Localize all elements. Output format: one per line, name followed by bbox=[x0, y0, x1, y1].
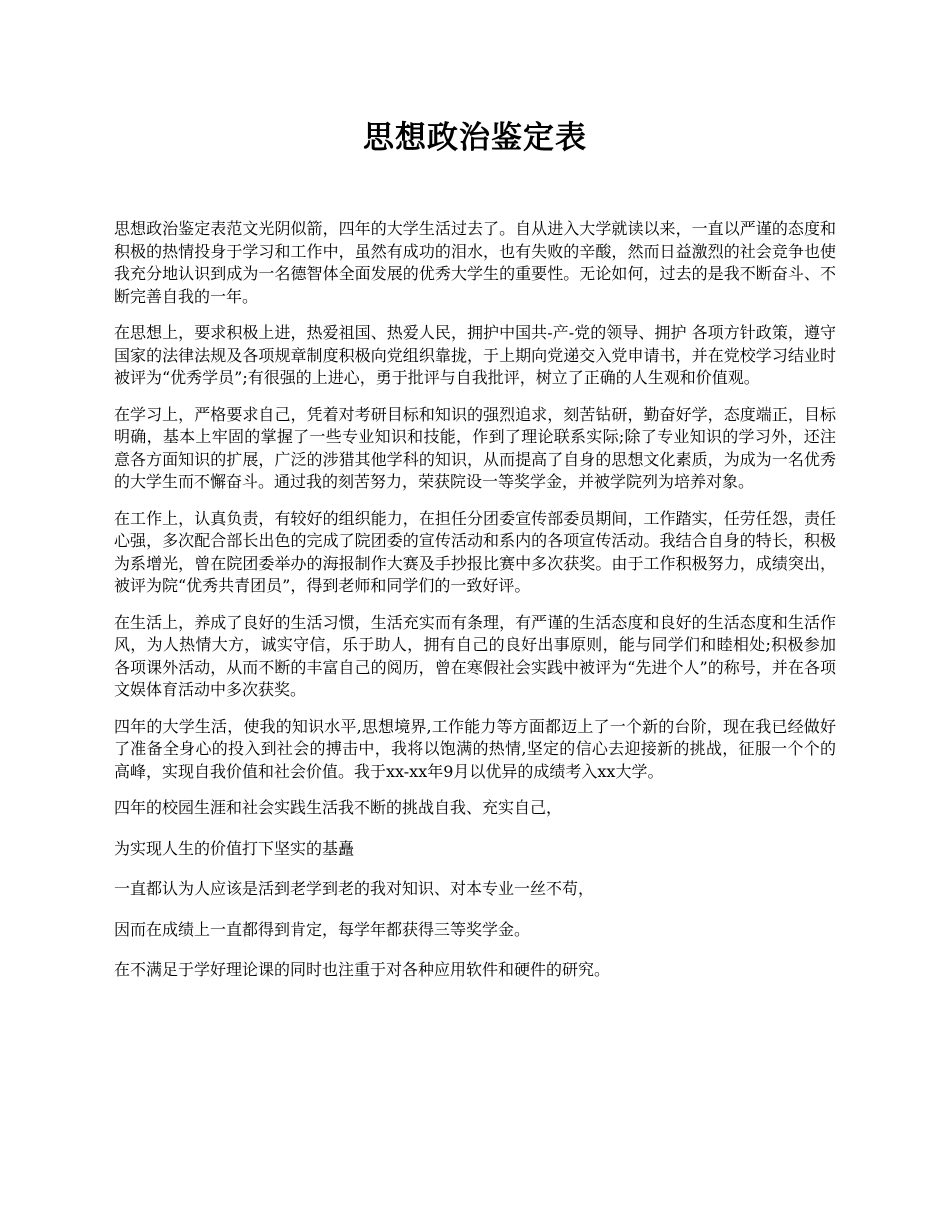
document-title: 思想政治鉴定表 bbox=[363, 120, 587, 156]
document-body bbox=[114, 218, 836, 982]
paragraph-study: 在学习上，严格要求自己，凭着对考研目标和知识的强烈追求，刻苦钻研，勤奋好学，态度端正，目标明确，基本上牢固的掌握了一些专业知识和技能，作到了理论联系实际;除了专业知识的学习外，还注意各方面知识的扩展，广泛的涉猎其他学科的知识，从而提高了自身的思想文化素质，为成为一名优秀的大学生而不懈奋斗。通过我的刻苦努力，荣获院设一等奖学金，并被学院列为培养对象。 bbox=[114, 404, 836, 491]
paragraph-line: 一直都认为人应该是活到老学到老的我对知识、对本专业一丝不苟， bbox=[114, 879, 595, 898]
paragraph-ideology: 在思想上，要求积极上进，热爱祖国、热爱人民，拥护中国共-产-党的领导、拥护 各项方针政策，遵守国家的法律法规及各项规章制度积极向党组织靠拢，于上期向党递交入党申请书，并在党校学习结业时被评为“优秀学员”;有很强的上进心，勇于批评与自我批评，树立了正确的人生观和价值观。 bbox=[114, 323, 836, 387]
paragraph-intro: 思想政治鉴定表范文光阴似箭，四年的大学生活过去了。自从进入大学就读以来，一直以严谨的态度和积极的热情投身于学习和工作中，虽然有成功的泪水，也有失败的辛酸，然而日益激烈的社会竞争也使我充分地认识到成为一名德智体全面发展的优秀大学生的重要性。无论如何，过去的是我不断奋斗、不断完善自我的一年。 bbox=[114, 219, 836, 306]
paragraph-life: 在生活上，养成了良好的生活习惯，生活充实而有条理，有严谨的生活态度和良好的生活态度和生活作风，为人热情大方，诚实守信，乐于助人，拥有自己的良好出事原则，能与同学们和睦相处;积极参加各项课外活动，从而不断的丰富自己的阅历，曾在寒假社会实践中被评为“先进个人”的称号，并在各项文娱体育活动中多次获奖。 bbox=[114, 612, 836, 699]
paragraph-work: 在工作上，认真负责，有较好的组织能力，在担任分团委宣传部委员期间，工作踏实，任劳任怨，责任心强，多次配合部长出色的完成了院团委的宣传活动和系内的各项宣传活动。我结合自身的特长，积极为系增光，曾在院团委举办的海报制作大赛及手抄报比赛中多次获奖。由于工作积极努力，成绩突出，被评为院“优秀共青团员”，得到老师和同学们的一致好评。 bbox=[114, 508, 836, 595]
paragraph-summary: 四年的大学生活，使我的知识水平,思想境界,工作能力等方面都迈上了一个新的台阶，现在我已经做好了准备全身心的投入到社会的搏击中，我将以饱满的热情,坚定的信心去迎接新的挑战，征服一个个的高峰，实现自我价值和社会价值。我于xx-xx年9月以优异的成绩考入xx大学。 bbox=[114, 716, 836, 781]
paragraph-line: 因而在成绩上一直都得到肯定，每学年都获得三等奖学金。 bbox=[114, 919, 531, 939]
paragraph-line: 在不满足于学好理论课的同时也注重于对各种应用软件和硬件的研究。 bbox=[114, 960, 611, 979]
paragraph-line: 四年的校园生涯和社会实践生活我不断的挑战自我、充实自己， bbox=[114, 798, 563, 817]
paragraph-line: 为实现人生的价值打下坚实的基矗 bbox=[114, 838, 355, 858]
